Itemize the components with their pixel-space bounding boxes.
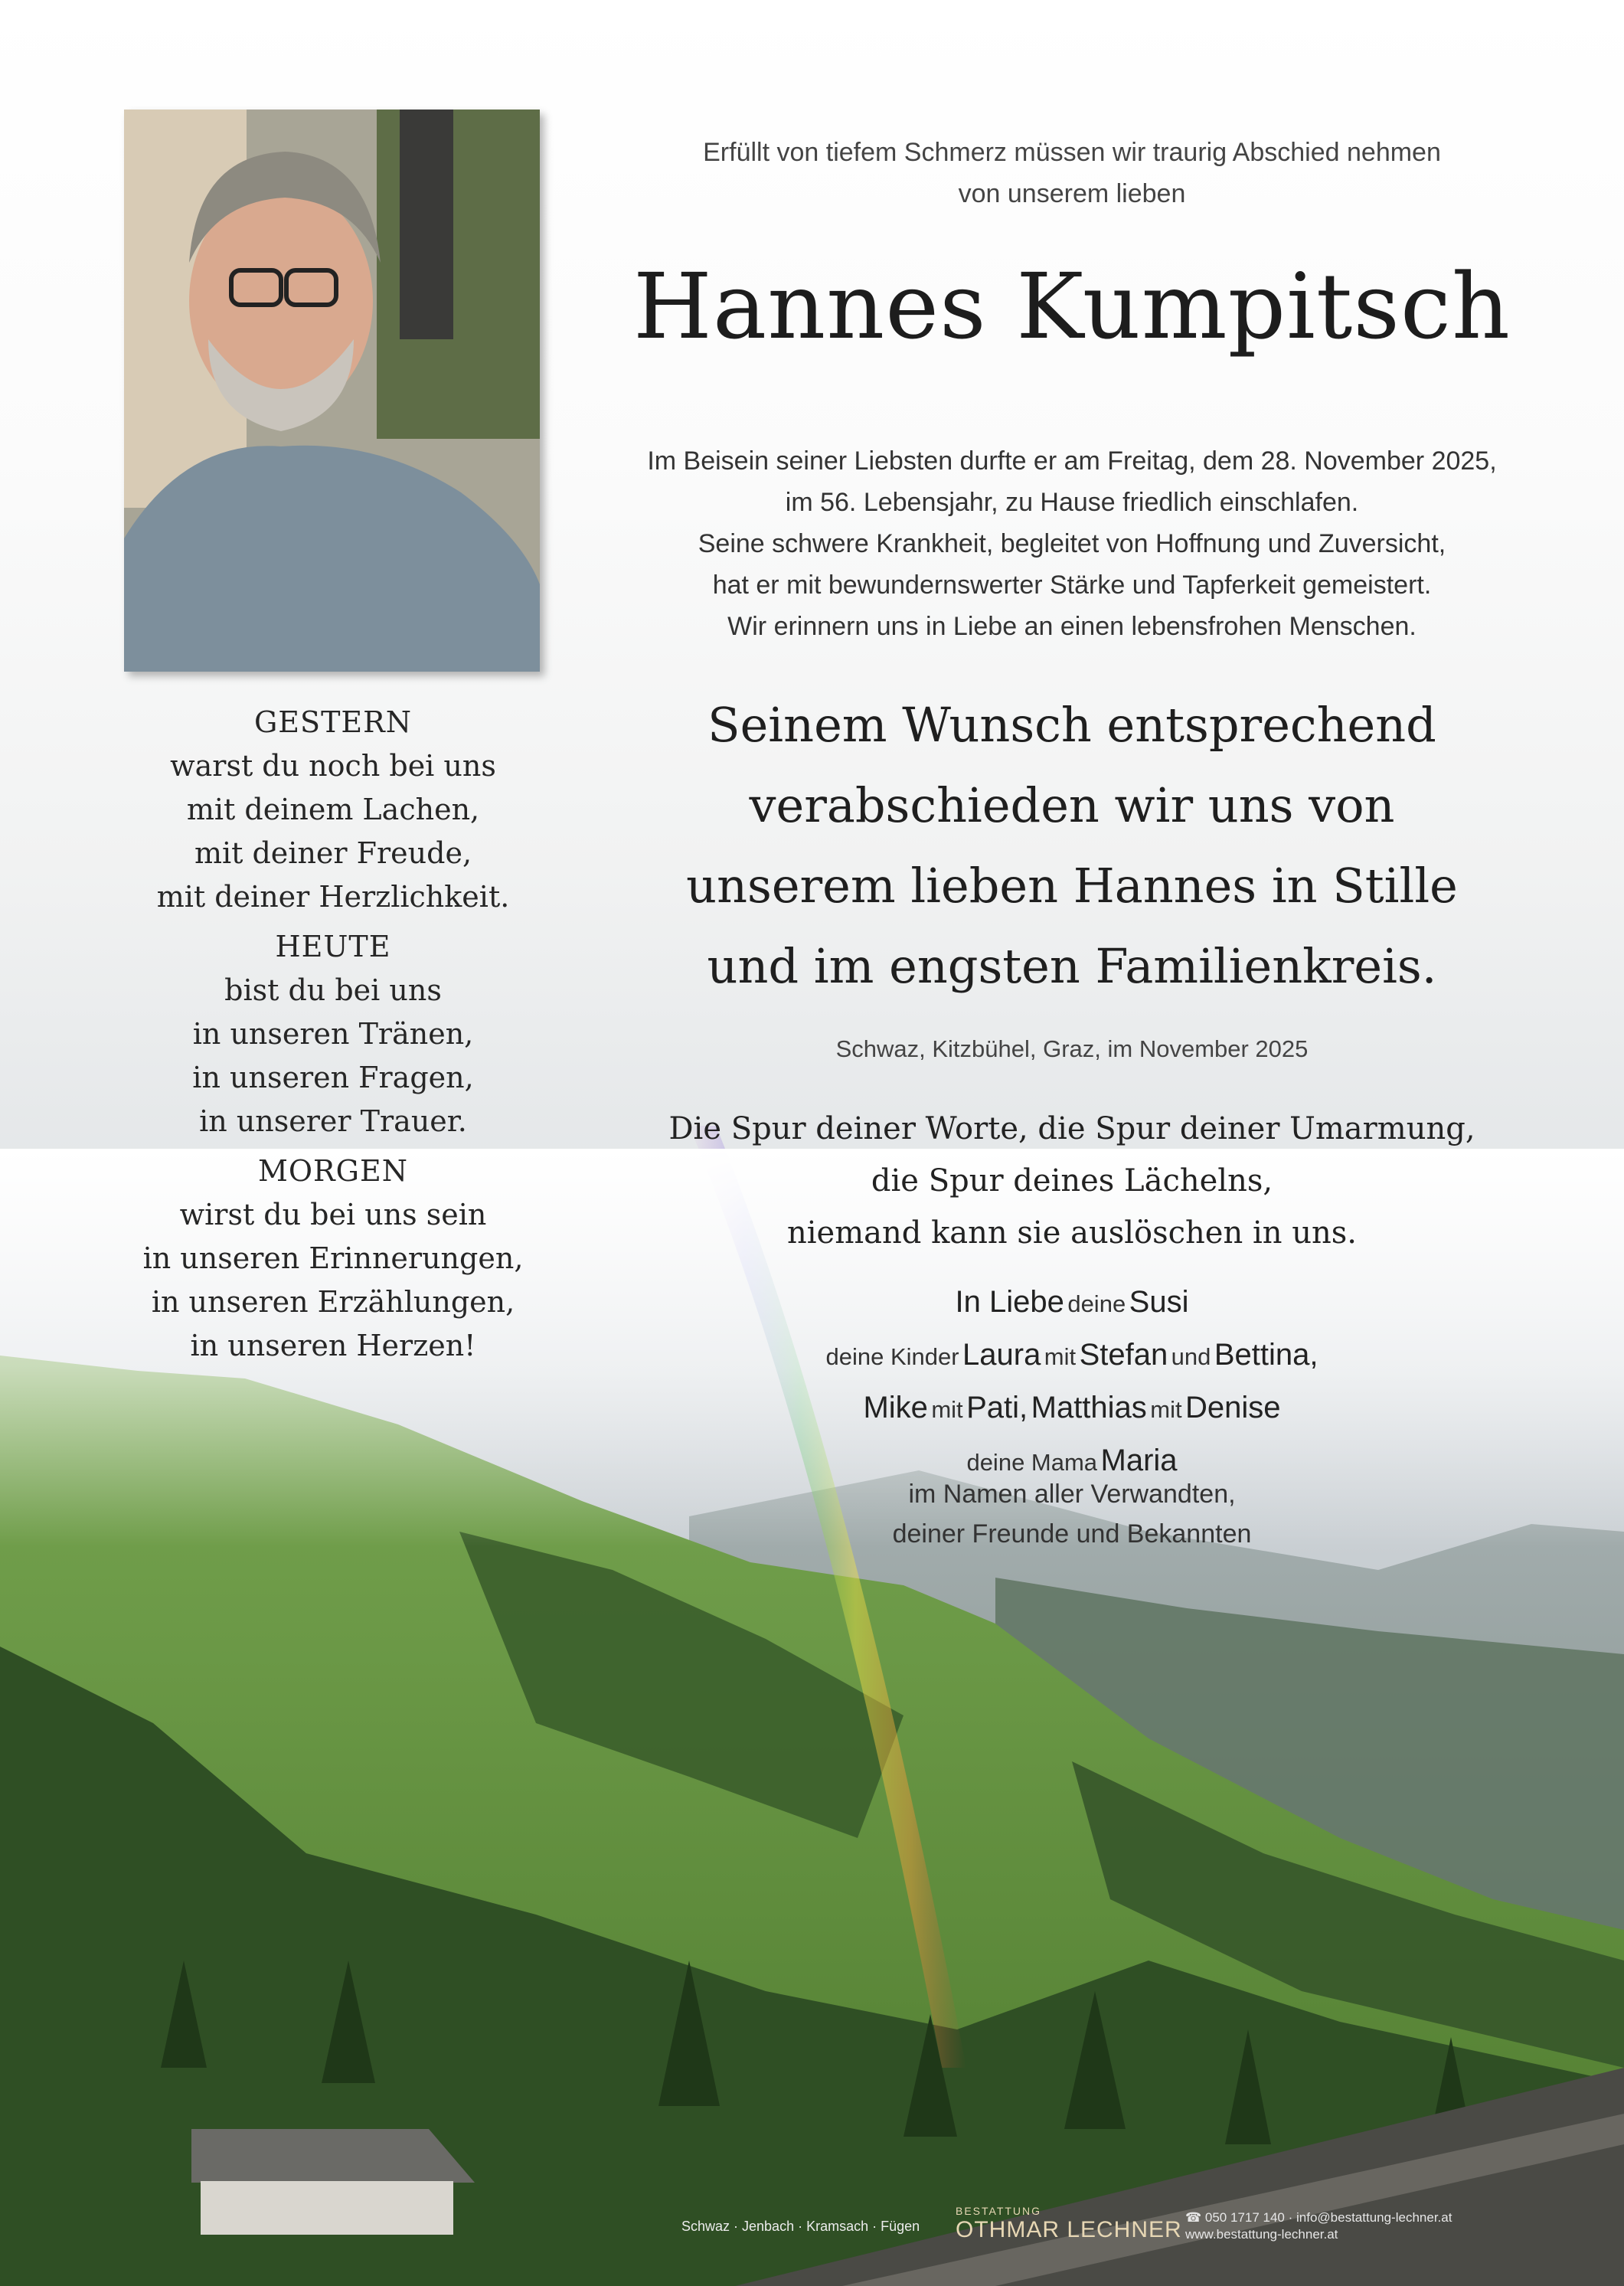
memorial-poem (92, 701, 574, 1374)
poem-line: in unseren Erinnerungen, (142, 1241, 524, 1275)
announcement-text (605, 440, 1539, 647)
logo-small-text: BESTATTUNG (956, 2205, 1042, 2217)
poem-line: in unserer Trauer. (199, 1104, 467, 1138)
footer-locations: Schwaz · Jenbach · Kramsach · Fügen (681, 2219, 920, 2234)
portrait-photo (124, 110, 540, 672)
quote-line: Die Spur deiner Worte, die Spur deiner Umarmung, (668, 1111, 1475, 1146)
quote-line: niemand kann sie auslöschen in uns. (786, 1215, 1357, 1251)
poem-line: in unseren Fragen, (192, 1061, 474, 1094)
family-text: deine (1067, 1290, 1126, 1317)
farewell-wish (605, 685, 1539, 1006)
family-line (605, 1279, 1539, 1332)
family-line (605, 1332, 1539, 1385)
announcement-line: Im Beisein seiner Liebsten durfte er am Freitag, dem 28. November 2025, (647, 446, 1497, 476)
family-text: und (1171, 1343, 1211, 1370)
poem-line: warst du noch bei uns (170, 749, 496, 783)
family-name-pati: Pati, (966, 1391, 1028, 1424)
family-name-stefan: Stefan (1079, 1338, 1168, 1372)
wish-line: und im engsten Familienkreis. (707, 938, 1437, 994)
family-name-bettina: Bettina, (1214, 1338, 1318, 1372)
wish-line: unserem lieben Hannes in Stille (686, 858, 1458, 914)
closing-line: im Namen aller Verwandten, (908, 1480, 1236, 1509)
poem-line: mit deiner Herzlichkeit. (156, 880, 510, 914)
family-text: mit (931, 1396, 963, 1423)
family-signature (605, 1279, 1539, 1490)
intro-line: Erfüllt von tiefem Schmerz müssen wir traurig Abschied nehmen (703, 138, 1441, 167)
family-text: In Liebe (955, 1285, 1064, 1319)
farmhouse (191, 2129, 475, 2235)
poem-line: mit deiner Freude, (194, 836, 472, 870)
poem-line: in unseren Tränen, (192, 1017, 474, 1051)
family-name-laura: Laura (962, 1338, 1041, 1372)
announcement-line: hat er mit bewundernswerter Stärke und Tapferkeit gemeistert. (712, 571, 1432, 600)
wish-line: verabschieden wir uns von (749, 777, 1395, 833)
poem-line: wirst du bei uns sein (179, 1198, 487, 1231)
poem-stanza-gestern (92, 701, 574, 919)
poem-stanza-heute (92, 925, 574, 1143)
contact-line: ☎ 050 1717 140 · info@bestattung-lechner.at (1185, 2210, 1452, 2225)
family-name-susi: Susi (1129, 1285, 1189, 1319)
quote-line: die Spur deines Lächelns, (871, 1163, 1273, 1199)
poem-heading: HEUTE (275, 930, 391, 963)
announcement-line: im 56. Lebensjahr, zu Hause friedlich einschlafen. (785, 488, 1359, 517)
closing-line: deiner Freunde und Bekannten (892, 1519, 1252, 1549)
poem-line: in unseren Herzen! (190, 1329, 476, 1362)
contact-website[interactable]: www.bestattung-lechner.at (1185, 2227, 1338, 2242)
family-line (605, 1385, 1539, 1437)
family-text: deine Mama (966, 1449, 1098, 1476)
deceased-name: Hannes Kumpitsch (633, 253, 1511, 359)
funeral-home-logo (956, 2206, 1182, 2242)
poem-heading: GESTERN (253, 705, 413, 739)
intro-text (605, 132, 1539, 214)
poem-line: in unseren Erzählungen, (151, 1285, 515, 1319)
memorial-quote (605, 1103, 1539, 1259)
place-date: Schwaz, Kitzbühel, Graz, im November 2025 (835, 1035, 1309, 1062)
closing-text (605, 1474, 1539, 1554)
footer-contact (1185, 2209, 1452, 2243)
wish-line: Seinem Wunsch entsprechend (707, 697, 1436, 753)
family-text: mit (1044, 1343, 1077, 1370)
poem-line: bist du bei uns (224, 973, 442, 1007)
poem-heading: MORGEN (257, 1154, 409, 1188)
poem-line: mit deinem Lachen, (186, 793, 480, 826)
announcement-line: Seine schwere Krankheit, begleitet von Hoffnung und Zuversicht, (698, 529, 1446, 558)
family-name-matthias: Matthias (1031, 1391, 1147, 1424)
family-name-maria: Maria (1100, 1444, 1178, 1477)
family-name-mike: Mike (863, 1391, 928, 1424)
family-name-denise: Denise (1185, 1391, 1281, 1424)
announcement-line: Wir erinnern uns in Liebe an einen lebensfrohen Menschen. (727, 612, 1417, 641)
poem-stanza-morgen (92, 1150, 574, 1368)
intro-line: von unserem lieben (958, 179, 1186, 208)
family-text: mit (1150, 1396, 1182, 1423)
family-text: deine Kinder (825, 1343, 959, 1370)
logo-big-text: OTHMAR LECHNER (956, 2217, 1182, 2242)
